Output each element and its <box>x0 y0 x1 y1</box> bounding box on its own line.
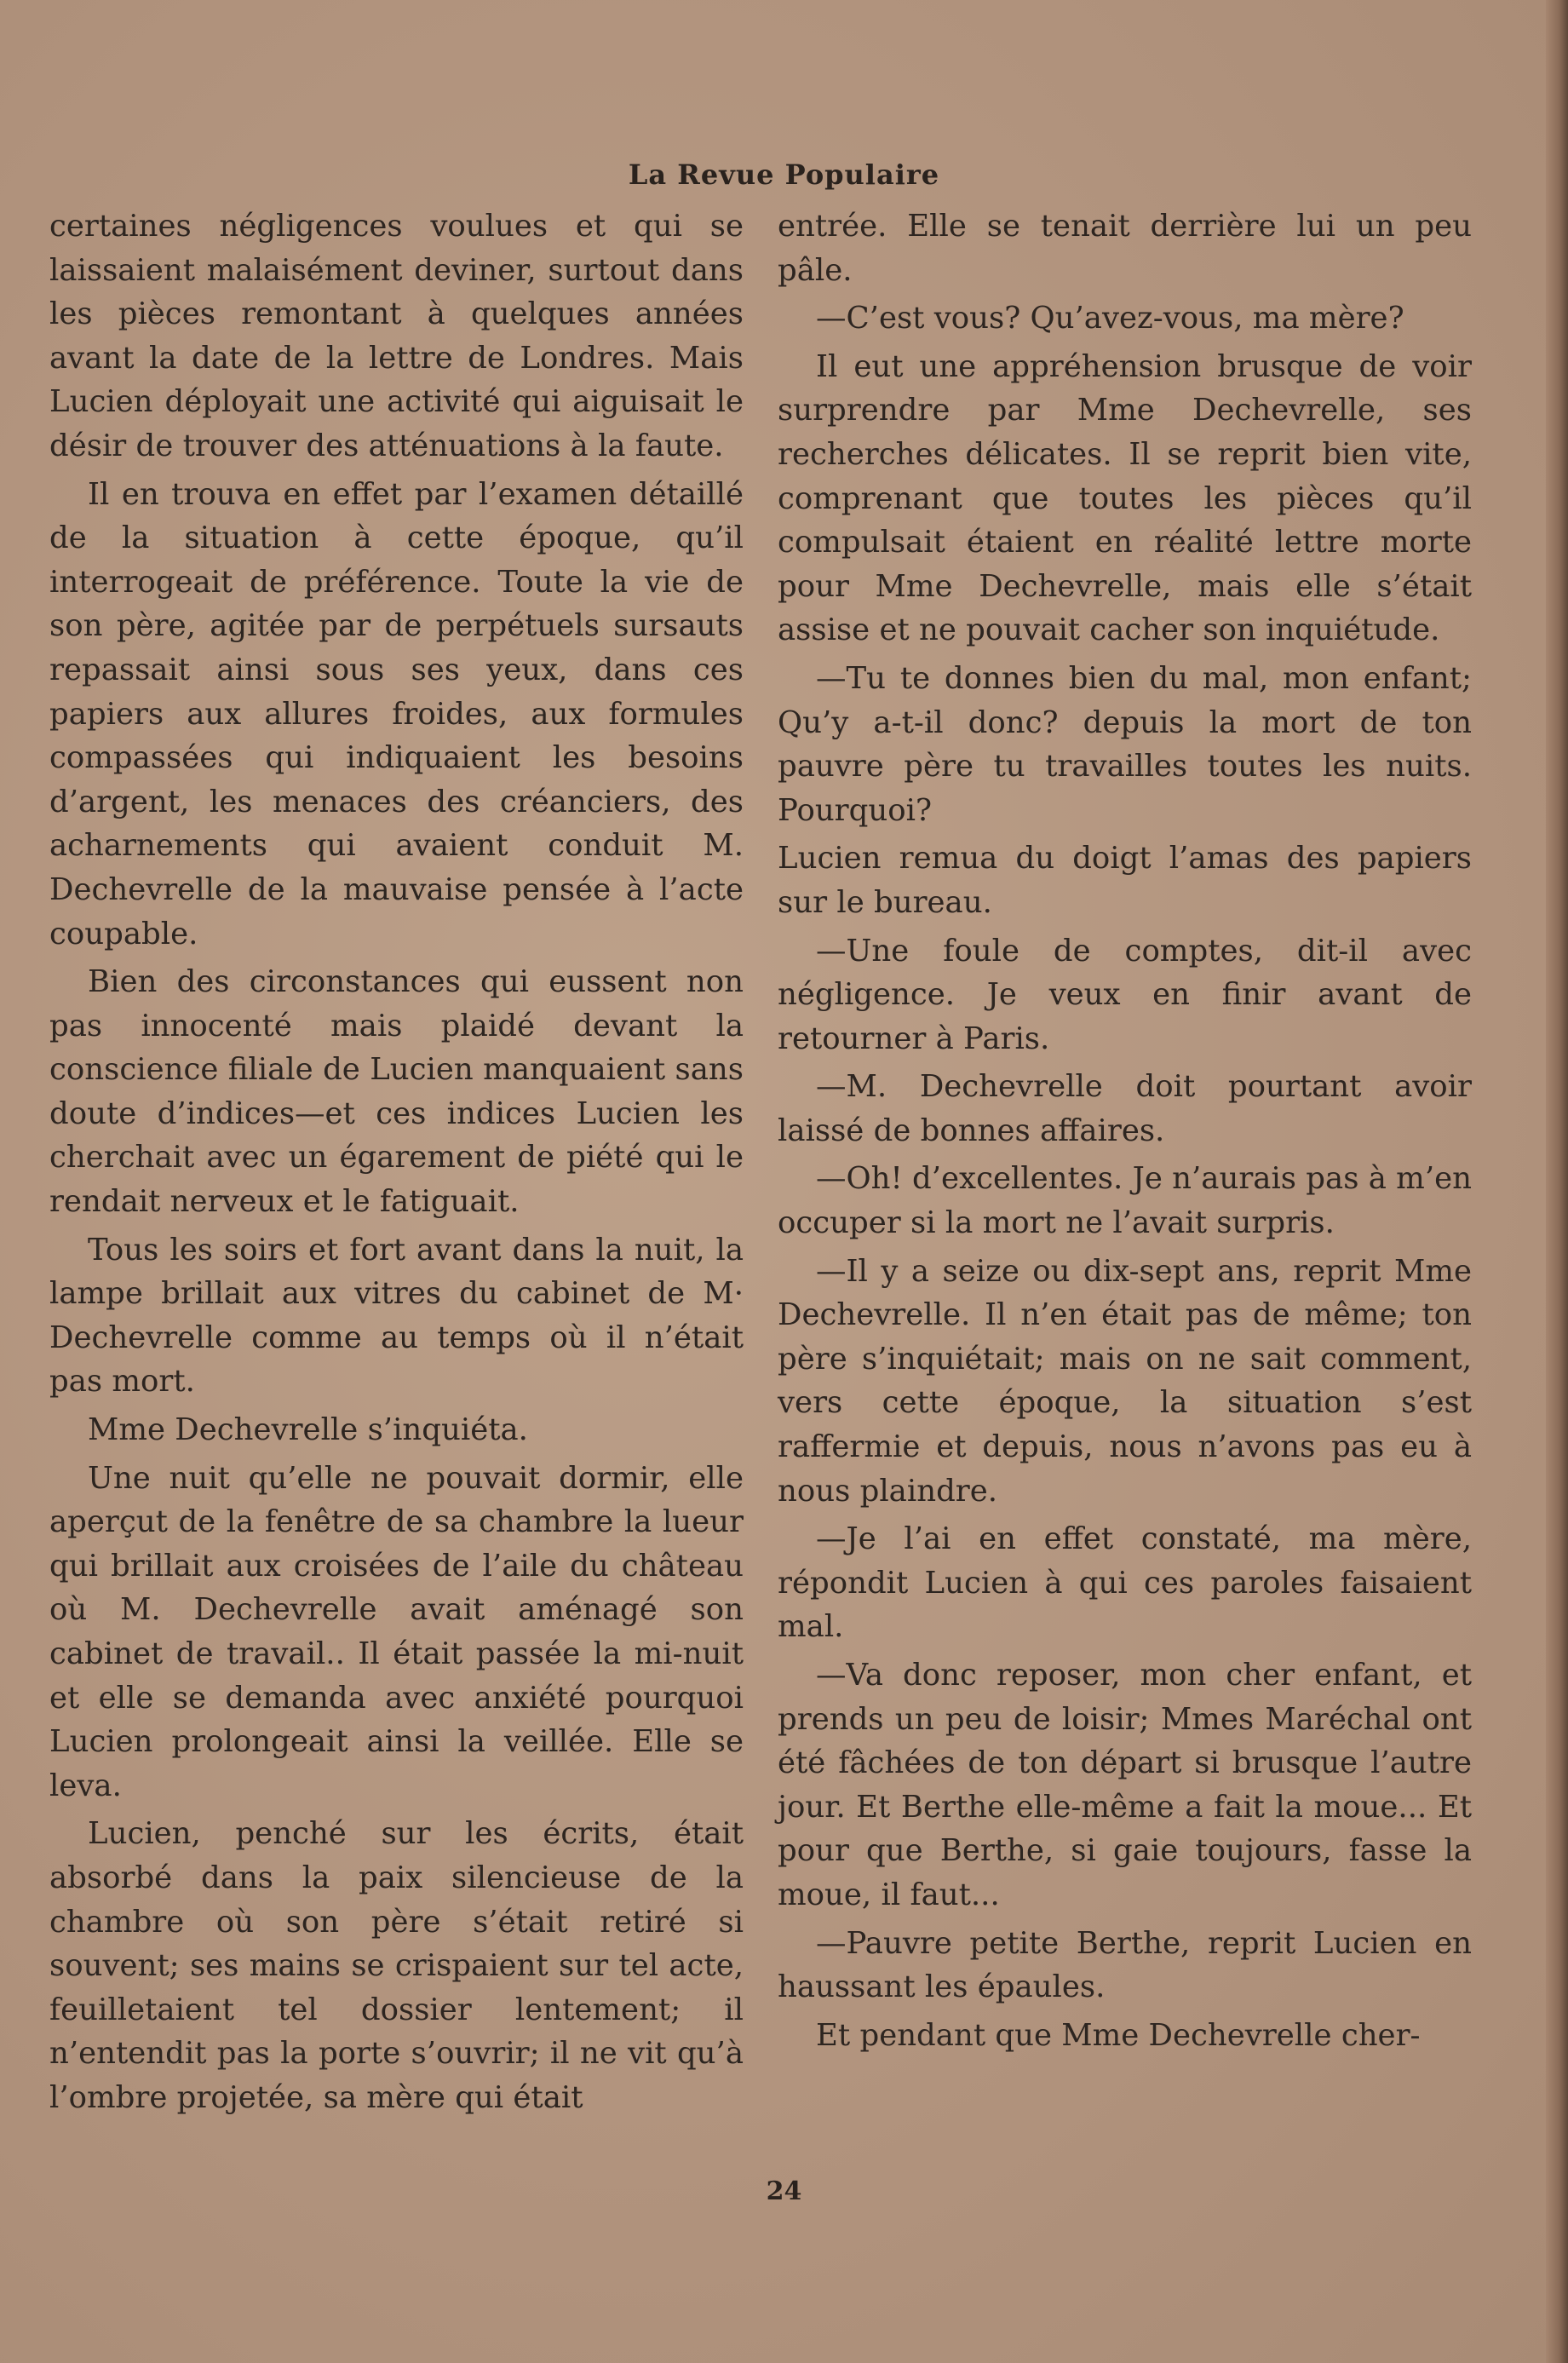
paragraph: —C’est vous? Qu’avez-vous, ma mère? <box>816 301 1404 336</box>
paragraph: Lucien remua du doigt l’amas des papiers sur le bureau. <box>778 841 1472 920</box>
paragraph: Lucien, penché sur les écrits, était absorbé dans la paix silencieuse de la chambre où son père s’était retiré si souvent; ses mains se crispaient sur tel acte, feuilletaient tel dossier lentement; il n’entendit pas la porte s’ouvrir; il ne vit qu’à l’ombre projetée, sa mère qui était <box>49 1816 744 2115</box>
paragraph: Bien des circonstances qui eussent non pas innocenté mais plaidé devant la conscience filiale de Lucien manquaient sans doute d’indices—et ces indices Lucien les cherchait avec un égarement de piété qui le rendait nerveux et le fatiguait. <box>49 964 744 1220</box>
paragraph: —Pauvre petite Berthe, reprit Lucien en haussant les épaules. <box>778 1925 1472 2005</box>
paragraph: —Va donc reposer, mon cher enfant, et prends un peu de loisir; Mmes Maréchal ont été fâchées de ton départ si brusque l’autre jour. Et Berthe elle-même a fait la moue... Et pour que Berthe, si gaie toujours, fasse la moue, il faut... <box>778 1658 1472 1912</box>
page-number: 24 <box>766 2176 802 2206</box>
left-column <box>49 204 744 2124</box>
paragraph: Une nuit qu’elle ne pouvait dormir, elle aperçut de la fenêtre de sa chambre la lueur qui brillait aux croisées de l’aile du château où M. Dechevrelle avait aménagé son cabinet de travail.. Il était passée la mi-nuit et elle se demanda avec anxiété pourquoi Lucien prolongeait ainsi la veillée. Elle se leva. <box>49 1460 744 1803</box>
paragraph: —Il y a seize ou dix-sept ans, reprit Mme Dechevrelle. Il n’en était pas de même; ton père s’inquiétait; mais on ne sait comment, vers cette époque, la situation s’est raffermie et depuis, nous n’avons pas eu à nous plaindre. <box>778 1253 1472 1509</box>
paragraph: —Une foule de comptes, dit-il avec négligence. Je veux en finir avant de retourner à Paris. <box>778 933 1472 1056</box>
paragraph: Mme Dechevrelle s’inquiéta. <box>88 1412 528 1448</box>
paragraph: —Je l’ai en effet constaté, ma mère, répondit Lucien à qui ces paroles faisaient mal. <box>778 1521 1472 1645</box>
paragraph: Il eut une appréhension brusque de voir surprendre par Mme Dechevrelle, ses recherches délicates. Il se reprit bien vite, comprenant que toutes les pièces qu’il compulsait étaient en réalité lettre morte pour Mme Dechevrelle, mais elle s’était assise et ne pouvait cacher son inquiétude. <box>778 348 1472 648</box>
paragraph: —Oh! d’excellentes. Je n’aurais pas à m’en occuper si la mort ne l’avait surpris. <box>778 1161 1472 1241</box>
right-column <box>778 204 1472 2061</box>
paragraph: Tous les soirs et fort avant dans la nuit, la lampe brillait aux vitres du cabinet de M· Dechevrelle comme au temps où il n’était pas mort. <box>49 1232 744 1400</box>
paragraph: —M. Dechevrelle doit pourtant avoir laissé de bonnes affaires. <box>778 1069 1472 1148</box>
running-header: La Revue Populaire <box>628 158 940 191</box>
paragraph: —Tu te donnes bien du mal, mon enfant; Qu’y a-t-il donc? depuis la mort de ton pauvre père tu travailles toutes les nuits. Pourquoi? <box>778 660 1472 828</box>
page-edge <box>1546 0 1568 2363</box>
paragraph: entrée. Elle se tenait derrière lui un peu pâle. <box>778 209 1472 288</box>
paragraph: Il en trouva en effet par l’examen détaillé de la situation à cette époque, qu’il interrogeait de préférence. Toute la vie de son père, agitée par de perpétuels sursauts repassait ainsi sous ses yeux, dans ces papiers aux allures froides, aux formules compassées qui indiquaient les besoins d’argent, les menaces des créanciers, des acharnements qui avaient conduit M. Dechevrelle de la mauvaise pensée à l’acte coupable. <box>49 476 744 952</box>
paragraph: certaines négligences voulues et qui se laissaient malaisément deviner, surtout dans les pièces remontant à quelques années avant la date de la lettre de Londres. Mais Lucien déployait une activité qui aiguisait le désir de trouver des atténuations à la faute. <box>49 209 744 463</box>
paragraph: Et pendant que Mme Dechevrelle cher- <box>816 2017 1421 2053</box>
